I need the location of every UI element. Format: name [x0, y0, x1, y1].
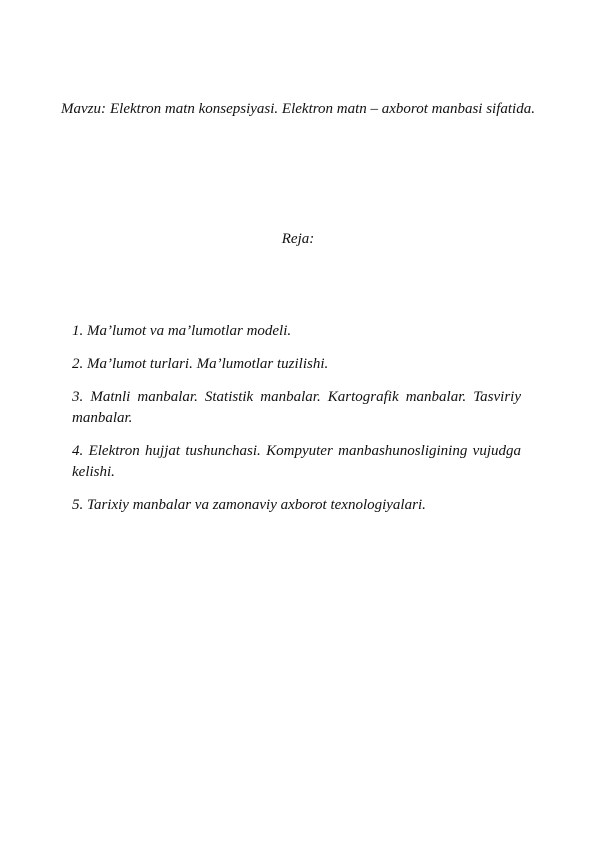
plan-heading: Reja: — [281, 231, 315, 247]
plan-list — [72, 321, 521, 528]
topic-text: Elektron matn konsepsiyasi. Elektron matn – axborot manbasi sifatida. — [110, 101, 535, 117]
plan-item: 2. Ma’lumot turlari. Ma’lumotlar tuzilishi. — [72, 356, 329, 372]
topic-label: Mavzu: — [61, 101, 107, 117]
topic-heading — [60, 97, 536, 121]
plan-item: 4. Elektron hujjat tushunchasi. Kompyuter manbashunosligining vujudga kelishi. — [72, 443, 521, 480]
plan-item: 3. Matnli manbalar. Statistik manbalar. Kartografik manbalar. Tasviriy manbalar. — [72, 389, 521, 426]
plan-item: 1. Ma’lumot va ma’lumotlar modeli. — [72, 323, 292, 339]
plan-item: 5. Tarixiy manbalar va zamonaviy axborot texnologiyalari. — [72, 497, 426, 513]
